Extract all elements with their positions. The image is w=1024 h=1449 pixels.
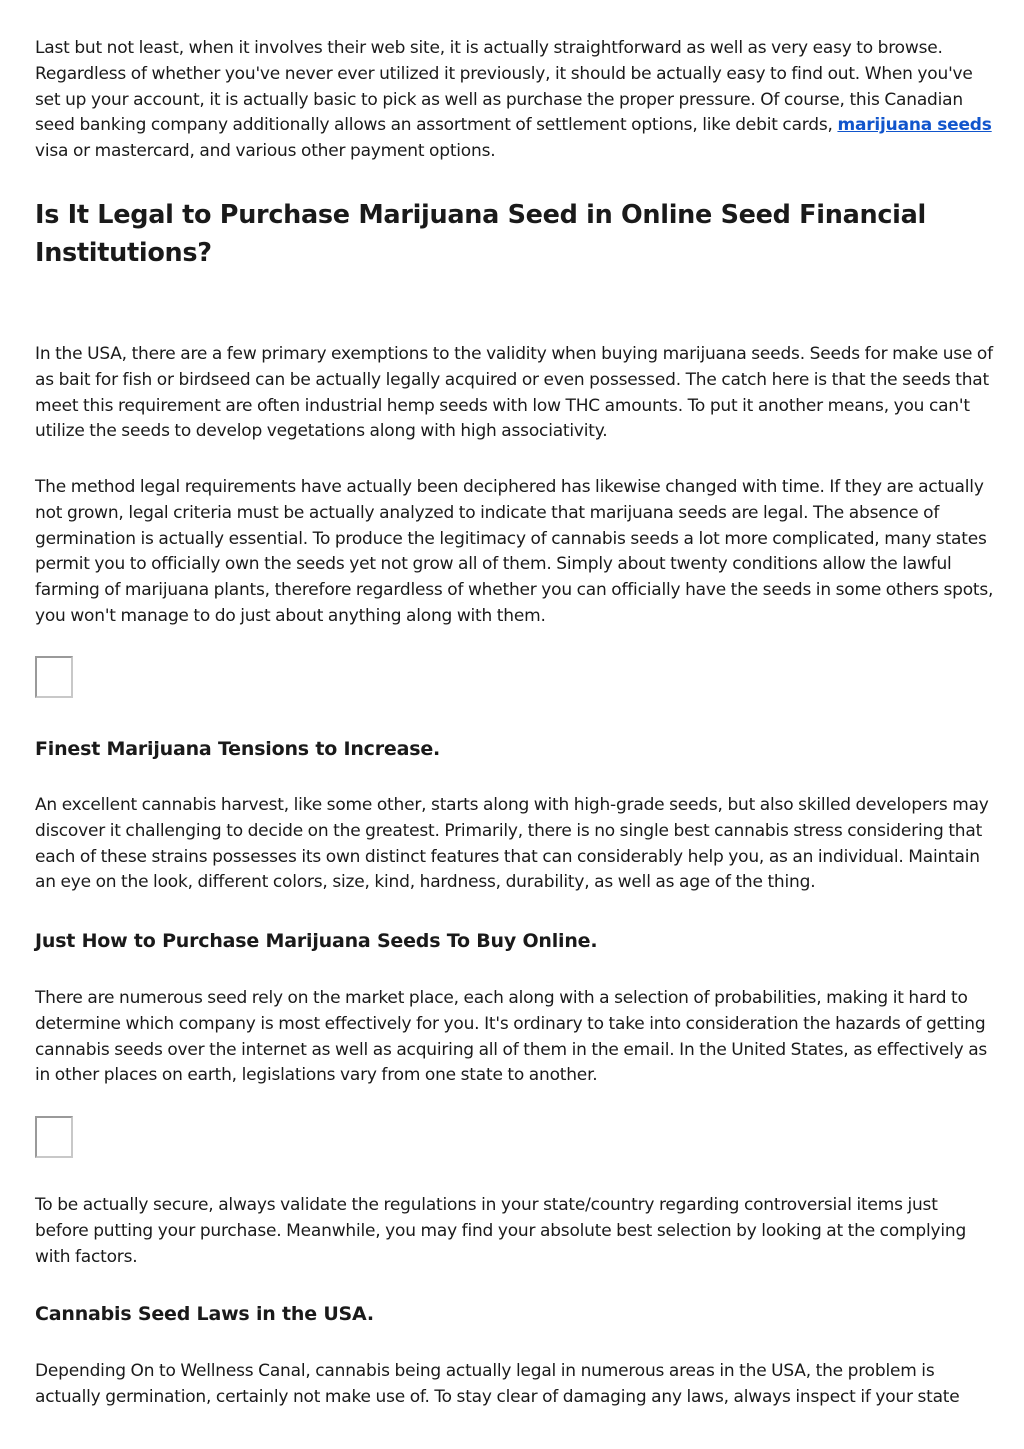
buy-paragraph-2: To be actually secure, always validate the regulations in your state/country regarding controversial items just before putting your purchase. Meanwhile, you may find your absolute best selection by looking at the complying with factors. (35, 1195, 967, 1267)
intro-paragraph (35, 36, 995, 165)
laws-heading: Cannabis Seed Laws in the USA. (35, 1303, 374, 1325)
buy-paragraph-1: There are numerous seed rely on the market place, each along with a selection of probabilities, making it hard to determine which company is most effectively for you. It's ordinary to take into consideration the hazards of getting cannabis seeds over the internet as well as acquiring all of them in the email. In the United States, as effectively as in other places on earth, legislations vary from one state to another. (35, 988, 988, 1086)
laws-paragraph: Depending On to Wellness Canal, cannabis being actually legal in numerous areas in the USA, the problem is actually germination, certainly not make use of. To stay clear of damaging any laws, always inspect if your state (35, 1361, 960, 1407)
buy-heading: Just How to Purchase Marijuana Seeds To Buy Online. (35, 930, 598, 952)
intro-text-before-link: Last but not least, when it involves their web site, it is actually straightforward as well as very easy to browse. Regardless of whether you've never ever utilized it previously, it should be actually easy to find out. When you've set up your account, it is actually basic to pick as well as purchase the proper pressure. Of course, this Canadian seed banking company additionally allows an assortment of settlement options, like debit cards, (35, 38, 973, 136)
legal-heading: Is It Legal to Purchase Marijuana Seed in Online Seed Financial Institutions? (35, 200, 926, 268)
strains-heading: Finest Marijuana Tensions to Increase. (35, 738, 441, 760)
legal-paragraph-1: In the USA, there are a few primary exemptions to the validity when buying marijuana seeds. Seeds for make use of as bait for fish or birdseed can be actually legally acquired or even possessed. The catch here is that the seeds that meet this requirement are often industrial hemp seeds with low THC amounts. To put it another means, you can't utilize the seeds to develop vegetations along with high associativity. (35, 344, 993, 442)
intro-text-after-link: visa or mastercard, and various other payment options. (35, 141, 496, 162)
broken-image-icon (35, 1116, 73, 1158)
broken-image-icon (35, 656, 73, 698)
marijuana-seeds-link[interactable]: marijuana seeds (837, 115, 992, 136)
legal-paragraph-2: The method legal requirements have actually been deciphered has likewise changed with time. If they are actually not grown, legal criteria must be actually analyzed to indicate that marijuana seeds are legal. The absence of germination is actually essential. To produce the legitimacy of cannabis seeds a lot more complicated, many states permit you to officially own the seeds yet not grow all of them. Simply about twenty conditions allow the lawful farming of marijuana plants, therefore regardless of whether you can officially have the seeds in some others spots, you won't manage to do just about anything along with them. (35, 477, 994, 626)
strains-paragraph: An excellent cannabis harvest, like some other, starts along with high-grade seeds, but also skilled developers may discover it challenging to decide on the greatest. Primarily, there is no single best cannabis stress considering that each of these strains possesses its own distinct features that can considerably help you, as an individual. Maintain an eye on the look, different colors, size, kind, hardness, durability, as well as age of the thing. (35, 795, 989, 893)
